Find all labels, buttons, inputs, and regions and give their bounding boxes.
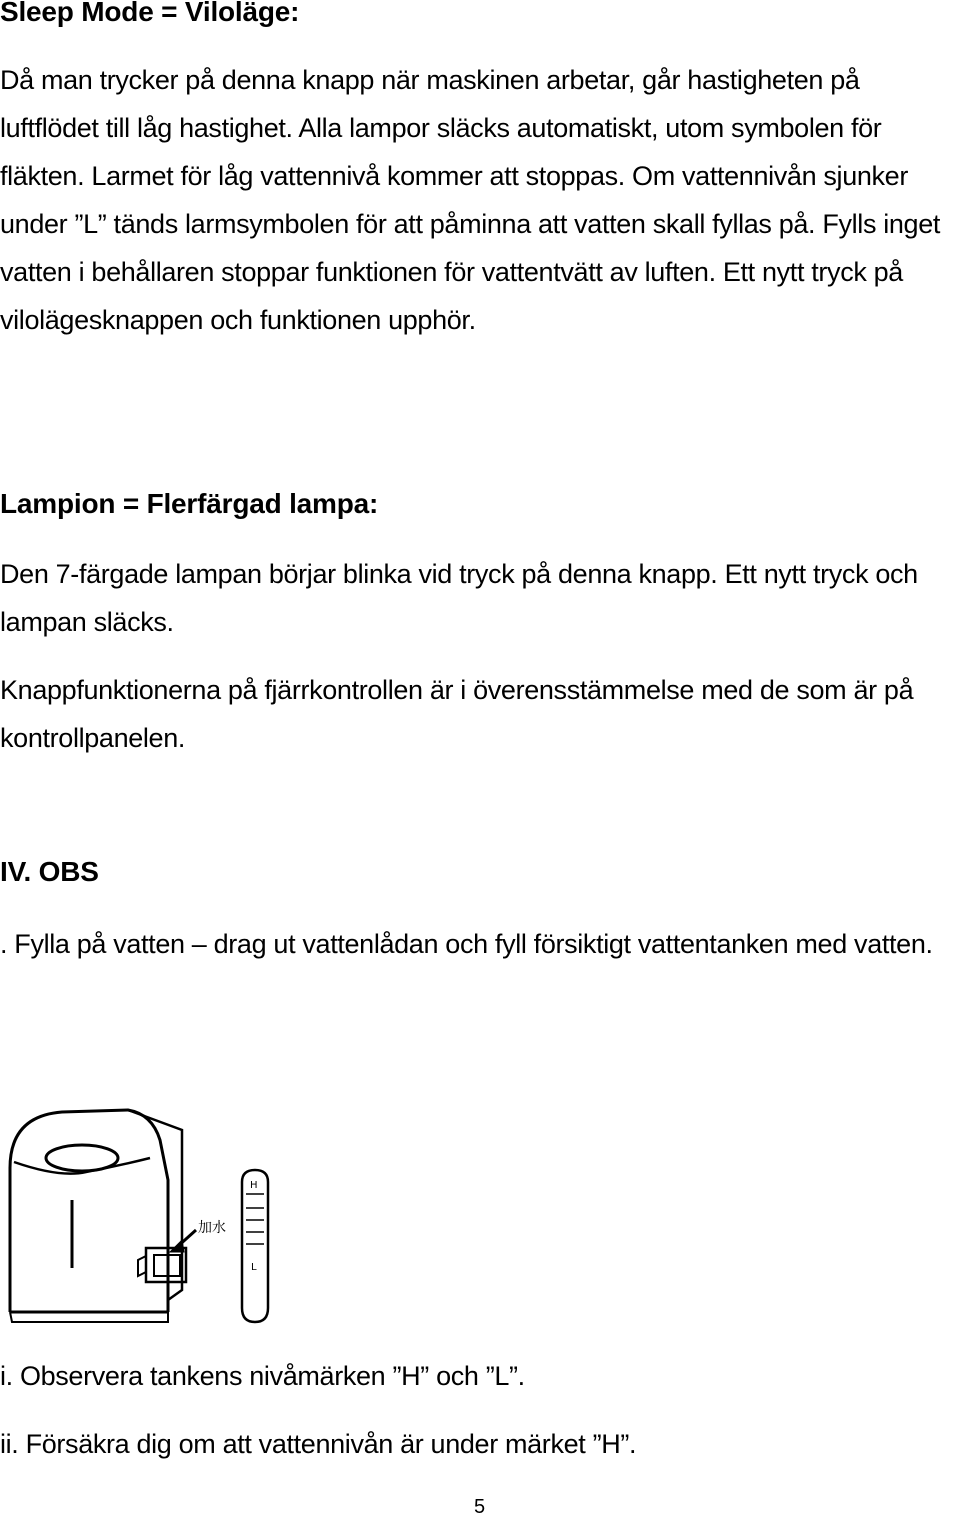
note-item-i: i. Observera tankens nivåmärken ”H” och ”L”.: [0, 1361, 525, 1391]
water-level-gauge: [242, 1170, 268, 1322]
lampion-paragraph-2: Knappfunktionerna på fjärrkontrollen är i överensstämmelse med de som är på kontrollpanelen.: [0, 675, 914, 753]
section-heading-obs: IV. OBS: [0, 856, 99, 887]
humidifier-figure: [0, 1100, 400, 1340]
section-heading-lampion: Lampion = Flerfärgad lampa:: [0, 488, 379, 519]
obs-paragraph: . Fylla på vatten – drag ut vattenlådan och fyll försiktigt vattentanken med vatten.: [0, 929, 933, 959]
lampion-paragraph-1: Den 7-färgade lampan börjar blinka vid tryck på denna knapp. Ett nytt tryck och lampan släcks.: [0, 559, 918, 637]
section-heading-sleep-mode: Sleep Mode = Viloläge:: [0, 0, 300, 27]
water-fill-label: 加水: [198, 1220, 226, 1236]
sleep-mode-paragraph: Då man trycker på denna knapp när maskinen arbetar, går hastigheten på luftflödet till låg hastighet. Alla lampor släcks automatiskt, utom symbolen för fläkten. Larmet för låg vattennivå kommer att stoppas. Om vattennivån sjunker under ”L” tänds larmsymbolen för att påminna att vatten skall fyllas på. Fylls inget vatten i behållaren stoppar funktionen för vattentvätt av luften. Ett nytt tryck på vilolägesknappen och funktionen upphör.: [0, 65, 941, 335]
humidifier-unit-illustration: [10, 1110, 196, 1322]
gauge-low-mark: L: [251, 1262, 257, 1273]
note-item-ii: ii. Försäkra dig om att vattennivån är under märket ”H”.: [0, 1429, 637, 1459]
page-number: 5: [474, 1496, 486, 1518]
gauge-high-mark: H: [250, 1180, 258, 1191]
